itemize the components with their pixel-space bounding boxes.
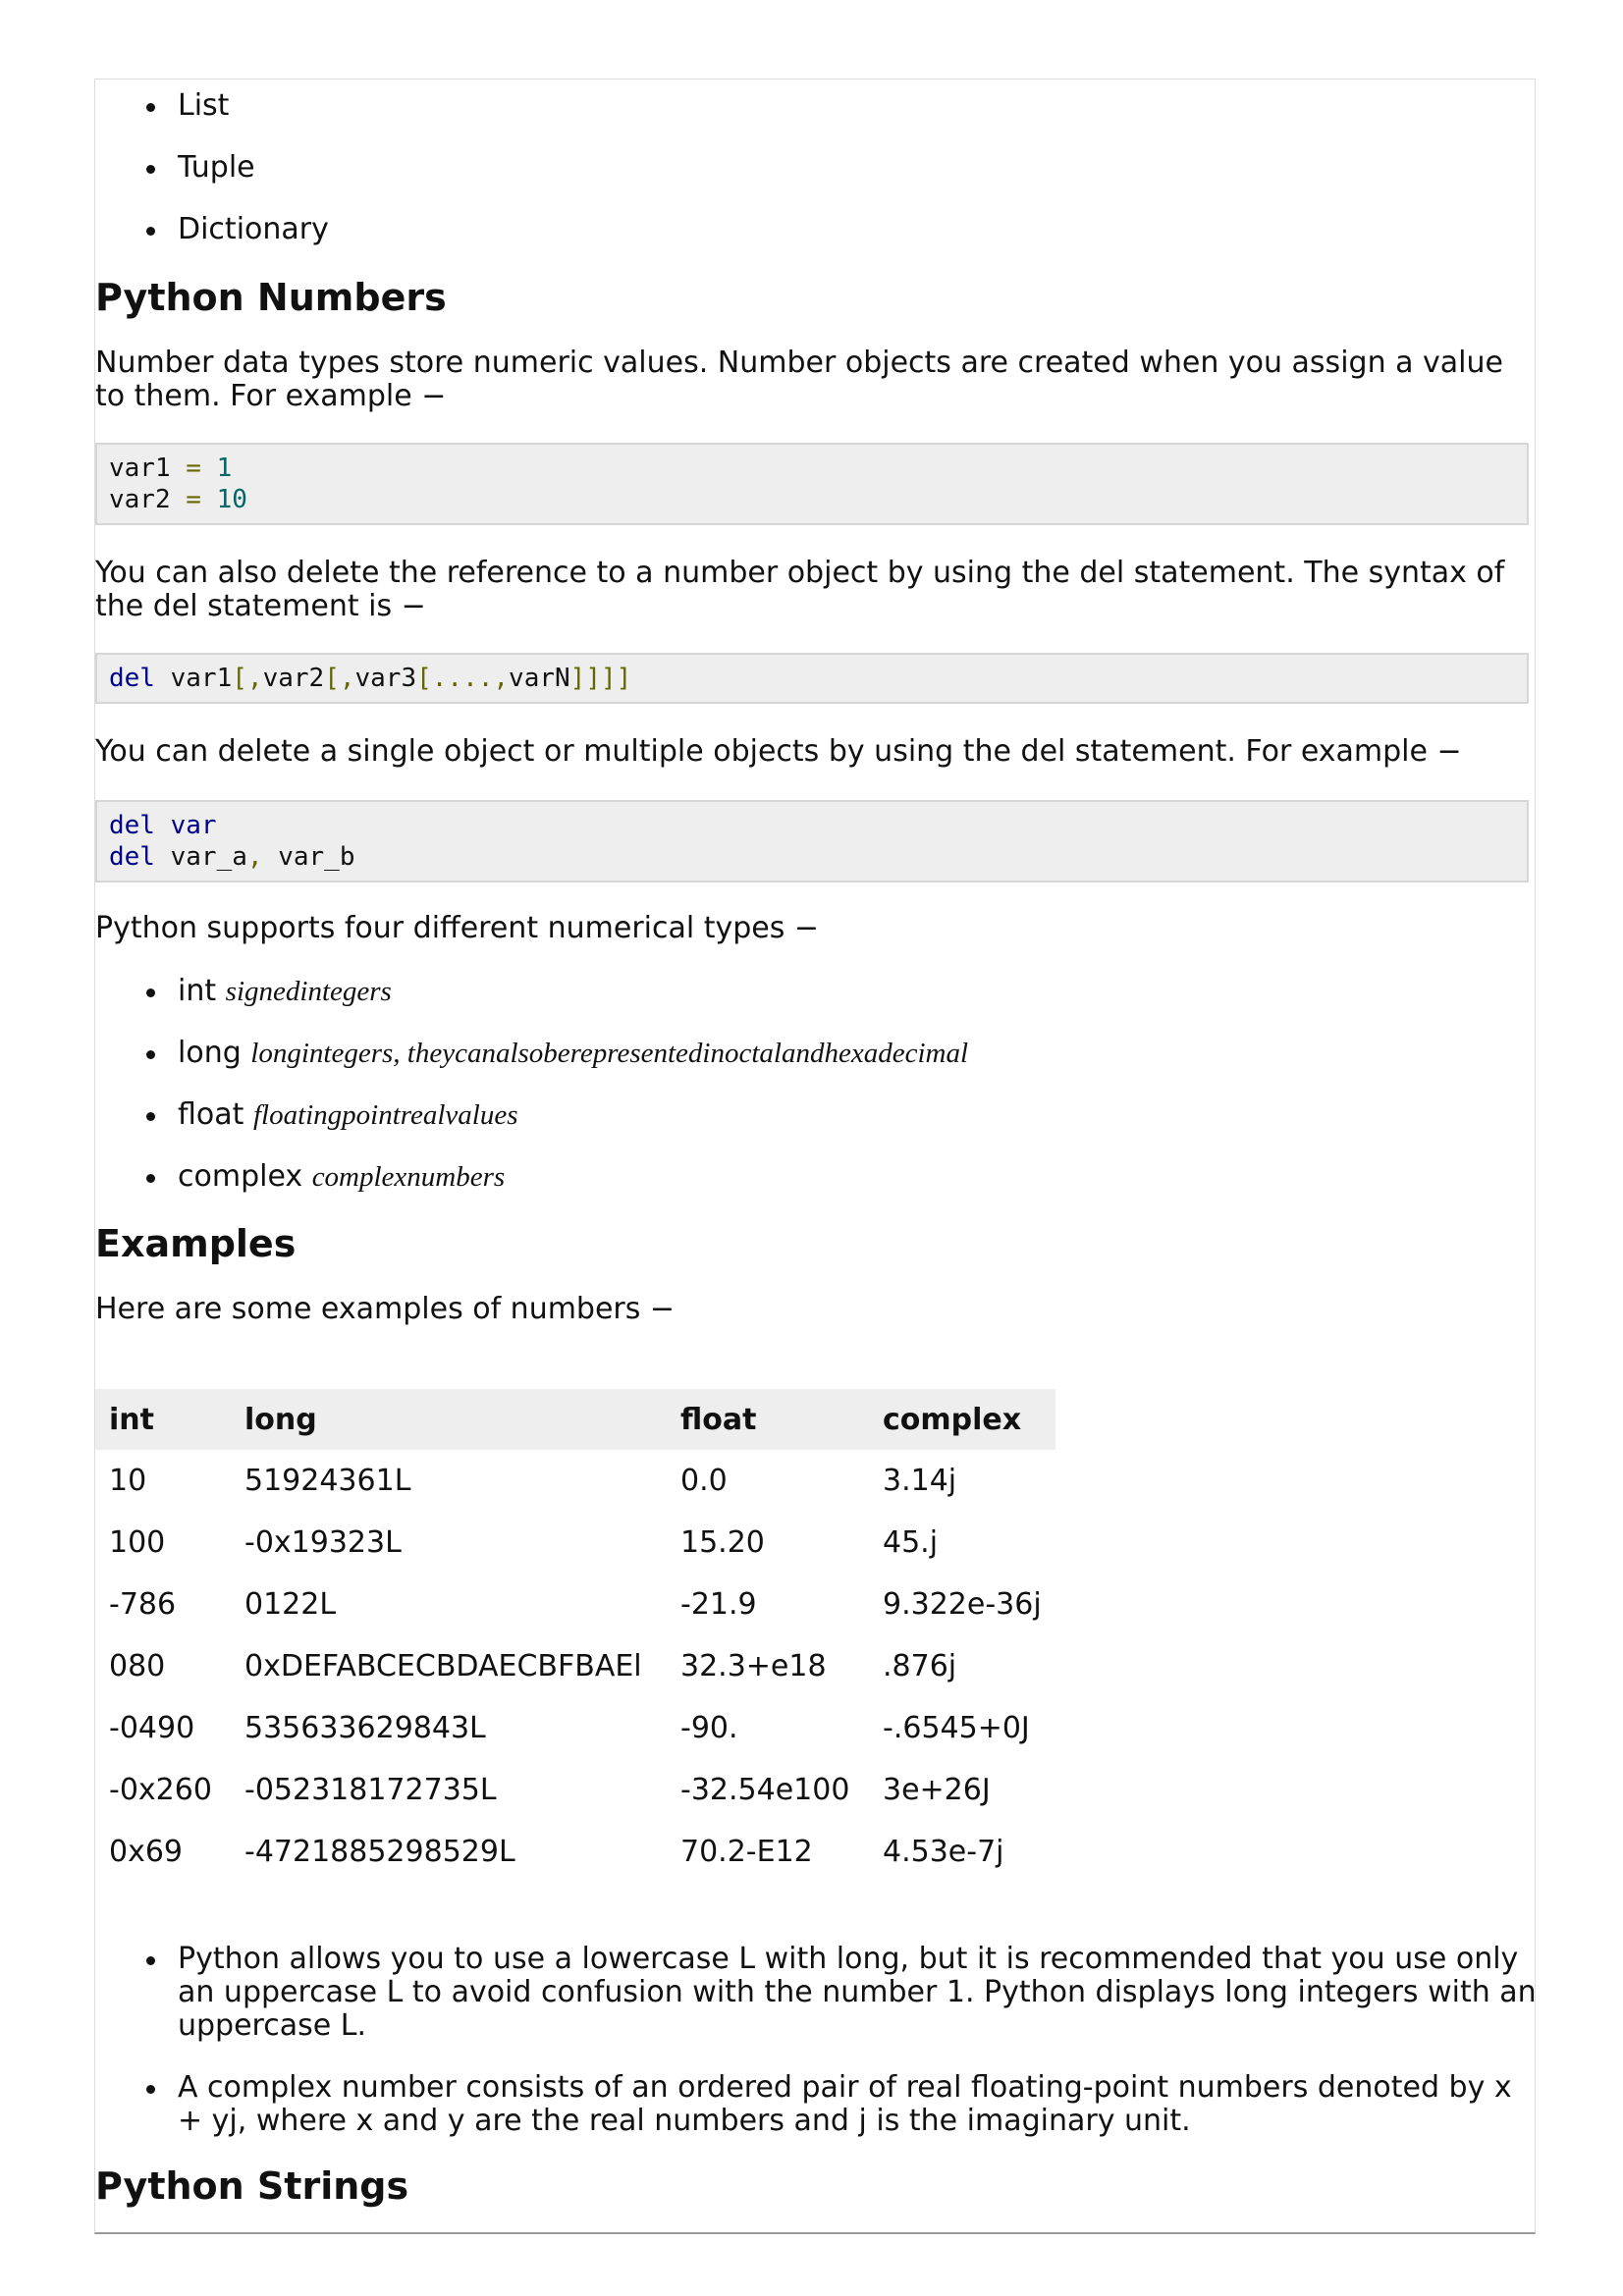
numbers-intro-paragraph: Number data types store numeric values. Number objects are created when you assign a value to them. For example −	[95, 346, 1503, 413]
code-token: var1	[170, 664, 233, 693]
document-page	[94, 79, 1536, 2234]
column-header: complex	[869, 1389, 1055, 1450]
code-token: var	[170, 811, 217, 840]
table-row	[95, 1450, 1055, 1512]
table-cell: 080	[109, 1649, 166, 1683]
table-cell: 9.322e-36j	[883, 1587, 1042, 1622]
table-cell: -32.54e100	[680, 1773, 850, 1807]
table-cell: 0xDEFABCECBDAECBFBAEl	[244, 1649, 642, 1683]
numeric-types-intro: Python supports four different numerical types −	[95, 911, 820, 945]
table-cell: -.6545+0J	[883, 1711, 1030, 1745]
type-description: signedintegers	[225, 976, 392, 1007]
table-cell: 51924361L	[244, 1464, 411, 1498]
code-block-assign	[95, 443, 1529, 525]
code-token: varN	[509, 664, 570, 693]
section-heading-examples: Examples	[95, 1222, 297, 1265]
list-item	[95, 1160, 1537, 1194]
code-token: var2	[262, 664, 325, 693]
code-token: del	[109, 842, 155, 872]
code-token: var1	[109, 454, 171, 483]
table-cell: -21.9	[680, 1587, 757, 1622]
list-item	[95, 1037, 1537, 1070]
table-cell: 32.3+e18	[680, 1649, 827, 1683]
table-cell: -0490	[109, 1711, 195, 1745]
table-cell: 10	[109, 1464, 147, 1498]
table-cell: 3.14j	[883, 1464, 957, 1498]
code-token: del	[109, 811, 155, 840]
table-cell: 3e+26J	[883, 1773, 991, 1807]
examples-intro-paragraph: Here are some examples of numbers −	[95, 1292, 676, 1326]
code-token: del	[109, 664, 155, 693]
table-cell: -0x19323L	[244, 1525, 402, 1560]
column-header: int	[95, 1389, 231, 1450]
table-row	[95, 1512, 1055, 1574]
code-token: var_b	[278, 842, 355, 872]
table-cell: 0x69	[109, 1835, 184, 1869]
table-header-row	[95, 1389, 1055, 1450]
table-cell: -0x260	[109, 1773, 212, 1807]
table-cell: -786	[109, 1587, 177, 1622]
type-name: int	[178, 974, 217, 1008]
list-item: Python allows you to use a lowercase L with long, but it is recommended that you use only an uppercase L to avoid confusion with the number 1. Python displays long integers with an uppercase L.	[95, 1943, 1537, 2043]
type-description: floatingpointrealvalues	[252, 1099, 518, 1131]
type-name: long	[178, 1036, 242, 1070]
list-item	[95, 975, 1537, 1008]
section-heading-numbers: Python Numbers	[95, 276, 447, 319]
table-cell: -052318172735L	[244, 1773, 497, 1807]
column-header: float	[667, 1389, 869, 1450]
table-cell: 0.0	[680, 1464, 728, 1498]
table-cell: 70.2-E12	[680, 1835, 813, 1869]
list-item: Dictionary	[95, 213, 1537, 246]
code-token: ,	[246, 842, 263, 872]
table-cell: -4721885298529L	[244, 1835, 515, 1869]
table-row	[95, 1759, 1055, 1821]
table-row	[95, 1574, 1055, 1635]
numeric-types-list	[95, 975, 1537, 1222]
table-cell: 535633629843L	[244, 1711, 486, 1745]
code-token: =	[186, 485, 201, 514]
list-item: A complex number consists of an ordered pair of real floating-point numbers denoted by x + yj, where x and y are the real numbers and j is the imaginary unit.	[95, 2071, 1537, 2138]
type-description: complexnumbers	[311, 1161, 506, 1193]
table-cell: 0122L	[244, 1587, 337, 1622]
code-block-del-syntax	[95, 653, 1529, 704]
code-token: var_a	[170, 842, 247, 872]
notes-list	[95, 1943, 1537, 2166]
table-cell: .876j	[883, 1649, 957, 1683]
code-token: ]]]]	[569, 664, 632, 693]
del-example-paragraph: You can delete a single object or multiple objects by using the del statement. For example −	[95, 734, 1462, 769]
type-description: longintegers, theycanalsoberepresentedinoctalandhexadecimal	[250, 1038, 969, 1069]
table-cell: 4.53e-7j	[883, 1835, 1004, 1869]
code-token: 10	[216, 485, 247, 514]
code-token: =	[186, 454, 201, 483]
list-item	[95, 1098, 1537, 1132]
code-token: var3	[354, 664, 417, 693]
table-cell: 100	[109, 1525, 166, 1560]
type-name: float	[178, 1097, 244, 1132]
table-row	[95, 1821, 1055, 1883]
data-types-list	[95, 89, 1537, 275]
section-heading-strings: Python Strings	[95, 2164, 409, 2208]
number-examples-table	[95, 1389, 1055, 1883]
table-row	[95, 1635, 1055, 1697]
code-block-del-example	[95, 800, 1529, 882]
code-token: [,	[232, 664, 263, 693]
type-name: complex	[178, 1159, 303, 1194]
code-token: [,	[324, 664, 355, 693]
code-token: var2	[109, 485, 171, 514]
code-token: 1	[216, 454, 233, 483]
table-cell: -90.	[680, 1711, 738, 1745]
table-cell: 15.20	[680, 1525, 765, 1560]
del-syntax-paragraph: You can also delete the reference to a number object by using the del statement. The syntax of the del statement is −	[95, 556, 1505, 623]
list-item: List	[95, 89, 1537, 123]
code-token: [....,	[416, 664, 510, 693]
table-row	[95, 1697, 1055, 1759]
table-cell: 45.j	[883, 1525, 939, 1560]
column-header: long	[231, 1389, 667, 1450]
list-item: Tuple	[95, 151, 1537, 185]
